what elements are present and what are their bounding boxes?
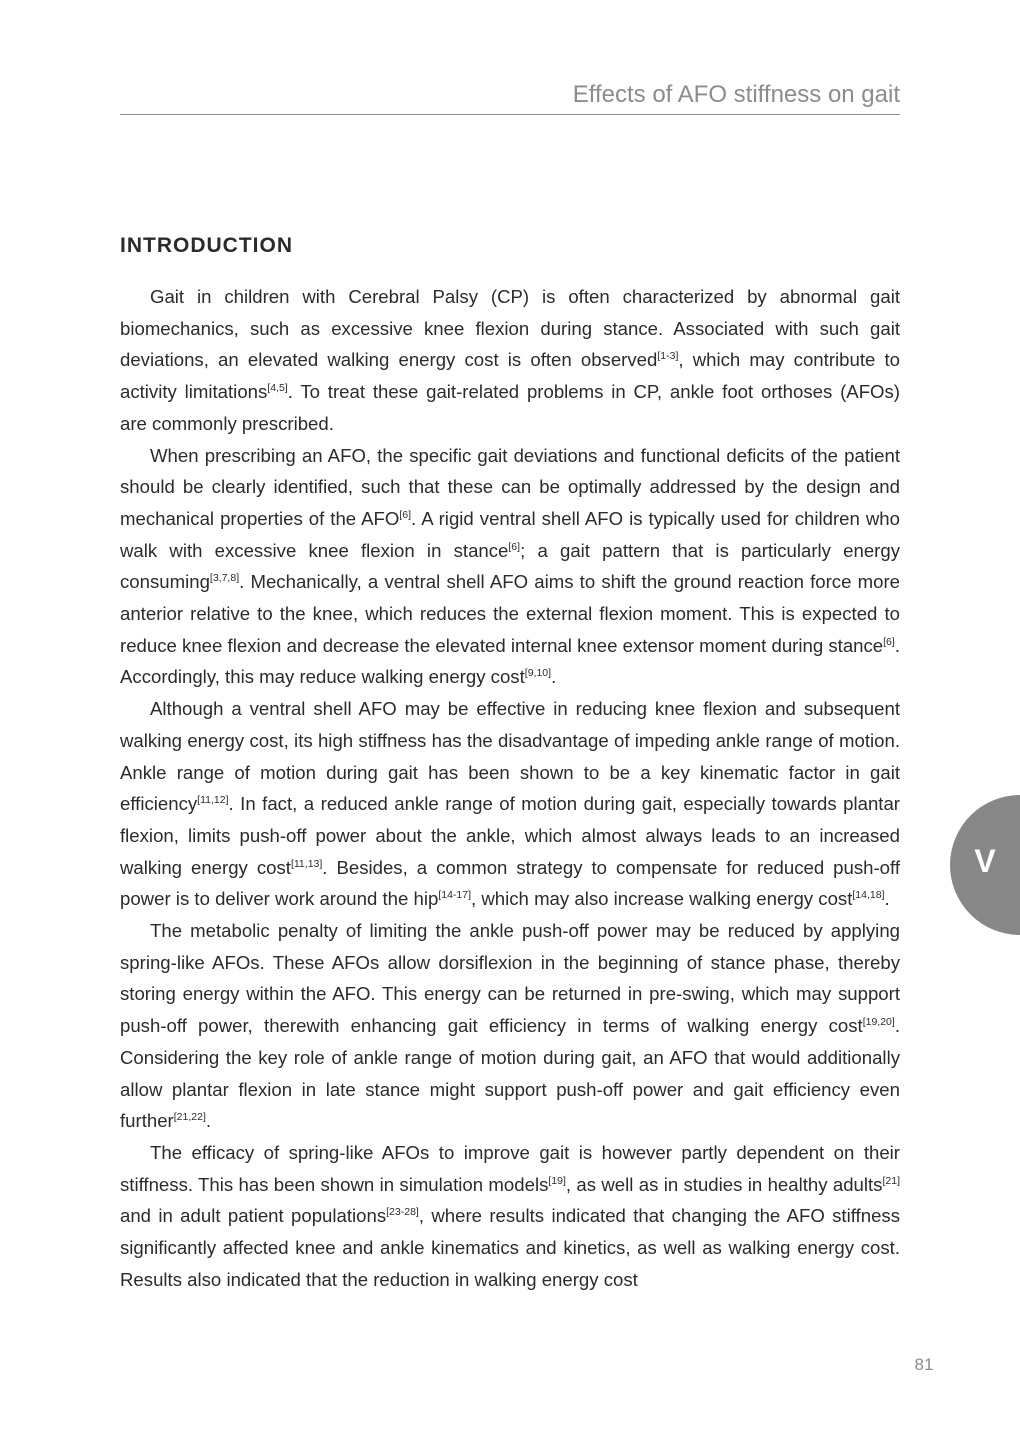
chapter-tab [950, 795, 1020, 935]
paragraph-text: ; a gait pattern that is particularly energy consuming [120, 539, 901, 593]
paragraph-text: . Accordingly, this may reduce walking energy cost [120, 634, 900, 688]
citation: [14-17] [438, 889, 472, 902]
citation: [21] [882, 1174, 900, 1187]
paragraph-text: . [205, 1110, 212, 1132]
citation: [1-3] [657, 350, 679, 363]
paragraph-text: The metabolic penalty of limiting the ankle push-off power may be reduced by applying spring-like AFOs. These AFOs allow dorsiflexion in the beginning of stance phase, thereby storing energy within the AFO. This energy can be returned in pre-swing, which may support push-off power, therewith enhancing gait efficiency in terms of walking energy cost [120, 920, 900, 1037]
paragraph-text: . [551, 666, 557, 688]
section-heading: INTRODUCTION [120, 234, 293, 257]
paragraph-text: , where results indicated that changing the AFO stiffness significantly affected knee and ankle kinematics and kinetics, as well as walking energy cost. Results also indicated that the reduction in walking energy cost [120, 1205, 900, 1290]
citation: [9,10] [524, 667, 552, 680]
citation: [3,7,8] [209, 572, 240, 585]
citation: [11,12] [197, 794, 229, 807]
paragraph-text: . [884, 888, 890, 910]
citation: [19,20] [862, 1016, 895, 1029]
paragraph-text: and in adult patient populations [120, 1205, 387, 1227]
paragraph-text: , as well as in studies in healthy adults [565, 1173, 883, 1195]
paragraph-text: Gait in children with Cerebral Palsy (CP) is often characterized by abnormal gait biomechanics, such as excessive knee flexion during stance. Associated with such gait deviations, an elevated walking energy cost is often observed [120, 286, 900, 371]
paragraph-1 [120, 281, 900, 440]
citation: [4,5] [267, 382, 288, 395]
body-text [120, 281, 900, 1296]
citation: [23-28] [386, 1206, 419, 1219]
citation: [6] [508, 540, 521, 553]
paragraph-text: . A rigid ventral shell AFO is typically used for children who walk with excessive knee flexion in stance [120, 507, 900, 561]
paragraph-5 [120, 1137, 900, 1296]
paragraph-text: , which may also increase walking energy cost [471, 888, 853, 910]
citation: [6] [399, 508, 412, 521]
citation: [6] [883, 635, 895, 648]
citation: [14,18] [852, 889, 885, 902]
running-header: Effects of AFO stiffness on gait [120, 78, 900, 115]
citation: [19] [548, 1174, 566, 1187]
paragraph-text: . Besides, a common strategy to compensate for reduced push-off power is to deliver work around the hip [120, 856, 901, 910]
paragraph-text: . In fact, a reduced ankle range of motion during gait, especially towards plantar flexion, limits push-off power about the ankle, which almost always leads to an increased walking energy cost [120, 793, 900, 878]
paragraph-2 [120, 440, 900, 694]
chapter-tab-label: V [974, 843, 996, 879]
paragraph-text: . To treat these gait-related problems in CP, ankle foot orthoses (AFOs) are commonly prescribed. [120, 381, 900, 434]
paragraph-text: When prescribing an AFO, the specific gait deviations and functional deficits of the patient should be clearly identified, such that these can be optimally addressed by the design and mechanical properties of the AFO [120, 444, 900, 529]
paragraph-3 [120, 693, 900, 915]
paragraph-text: Although a ventral shell AFO may be effective in reducing knee flexion and subsequent walking energy cost, its high stiffness has the disadvantage of impeding ankle range of motion. Ankle range of motion during gait has been shown to be a key kinematic factor in gait efficiency [120, 698, 900, 815]
citation: [11,13] [290, 857, 323, 870]
paragraph-text: . Mechanically, a ventral shell AFO aims to shift the ground reaction force more anterior relative to the knee, which reduces the external flexion moment. This is expected to reduce knee flexion and decrease the elevated internal knee extensor moment during stance [120, 571, 900, 656]
paragraph-text: , which may contribute to activity limitations [120, 349, 900, 403]
paragraph-text: The efficacy of spring-like AFOs to improve gait is however partly dependent on their stiffness. This has been shown in simulation models [120, 1141, 900, 1195]
citation: [21,22] [173, 1111, 206, 1124]
page-number: 81 [914, 1355, 934, 1374]
paragraph-text: . Considering the key role of ankle range of motion during gait, an AFO that would additionally allow plantar flexion in late stance might support push-off power and gait efficiency even further [120, 1015, 900, 1132]
paragraph-4 [120, 915, 900, 1137]
